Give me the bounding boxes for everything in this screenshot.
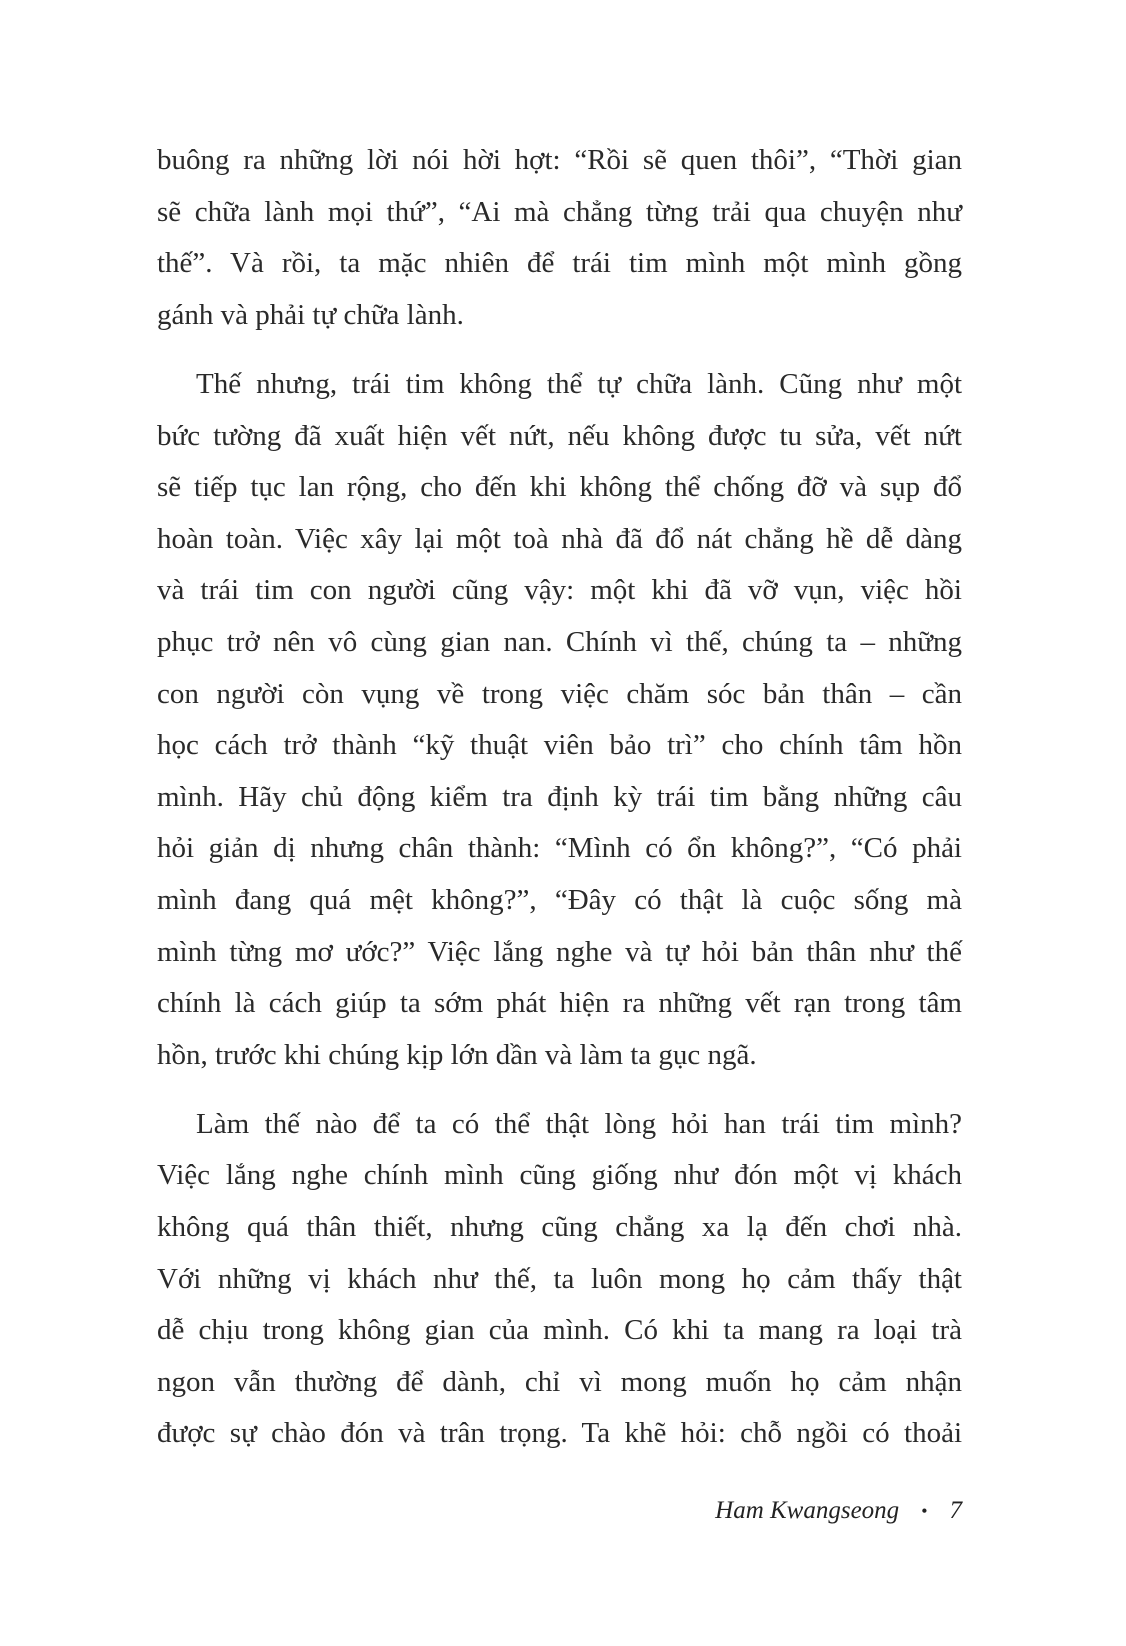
text-line: hồn, trước khi chúng kịp lớn dần và làm ta gục ngã. <box>157 1038 757 1071</box>
text-line: hỏi giản dị nhưng chân thành: “Mình có ổn không?”, “Có phải <box>157 832 962 865</box>
body-text <box>157 135 962 1478</box>
running-author: Ham Kwangseong <box>715 1497 900 1524</box>
text-line: phục trở nên vô cùng gian nan. Chính vì thế, chúng ta – những <box>157 625 962 658</box>
text-line: không quá thân thiết, nhưng cũng chẳng xa lạ đến chơi nhà. <box>157 1211 962 1244</box>
text-line: Làm thế nào để ta có thể thật lòng hỏi han trái tim mình? <box>196 1107 962 1140</box>
text-line: Với những vị khách như thế, ta luôn mong họ cảm thấy thật <box>157 1262 962 1295</box>
text-line: sẽ chữa lành mọi thứ”, “Ai mà chẳng từng trải qua chuyện như <box>157 195 962 228</box>
text-line: Việc lắng nghe chính mình cũng giống như đón một vị khách <box>157 1159 962 1192</box>
text-line: bức tường đã xuất hiện vết nứt, nếu không được tu sửa, vết nứt <box>157 419 962 452</box>
text-line: và trái tim con người cũng vậy: một khi đã vỡ vụn, việc hồi <box>157 574 962 607</box>
text-line: dễ chịu trong không gian của mình. Có khi ta mang ra loại trà <box>157 1314 962 1347</box>
text-line: hoàn toàn. Việc xây lại một toà nhà đã đổ nát chẳng hề dễ dàng <box>157 522 962 555</box>
footer-separator: • <box>921 1500 928 1521</box>
paragraph <box>157 1099 962 1460</box>
text-line: ngon vẫn thường để dành, chỉ vì mong muốn họ cảm nhận <box>157 1365 962 1398</box>
text-line: Thế nhưng, trái tim không thể tự chữa lành. Cũng như một <box>196 367 962 400</box>
paragraph <box>157 359 962 1081</box>
text-line: chính là cách giúp ta sớm phát hiện ra những vết rạn trong tâm <box>157 987 962 1020</box>
paragraph <box>157 135 962 341</box>
text-line: gánh và phải tự chữa lành. <box>157 298 464 331</box>
text-line: con người còn vụng về trong việc chăm sóc bản thân – cần <box>157 677 962 710</box>
text-line: buông ra những lời nói hời hợt: “Rồi sẽ quen thôi”, “Thời gian <box>157 144 962 176</box>
text-line: thế”. Và rồi, ta mặc nhiên để trái tim mình một mình gồng <box>157 247 962 280</box>
text-line: học cách trở thành “kỹ thuật viên bảo trì” cho chính tâm hồn <box>157 729 962 762</box>
text-line: được sự chào đón và trân trọng. Ta khẽ hỏi: chỗ ngồi có thoải <box>157 1417 962 1450</box>
page-number: 7 <box>949 1497 962 1524</box>
page-footer <box>715 1497 962 1525</box>
text-line: sẽ tiếp tục lan rộng, cho đến khi không thể chống đỡ và sụp đổ <box>157 471 962 504</box>
text-line: mình đang quá mệt không?”, “Đây có thật là cuộc sống mà <box>157 883 962 916</box>
text-line: mình từng mơ ước?” Việc lắng nghe và tự hỏi bản thân như thế <box>157 935 962 968</box>
text-line: mình. Hãy chủ động kiểm tra định kỳ trái tim bằng những câu <box>157 780 962 813</box>
